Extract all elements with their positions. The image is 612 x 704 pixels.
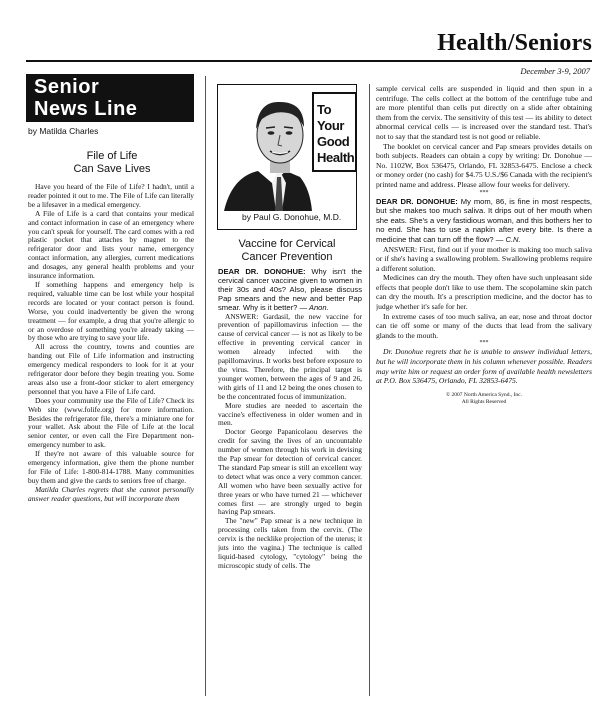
paragraph: The "new" Pap smear is a new technique in processing cells taken from the cervix. (The cervix is the necklike projection of the uterus; it juts into the vagina.) The technique is called liquid-based cytology, "cytology" being the microscopic study of cells. The: [218, 516, 362, 570]
tygh-column-1: [218, 268, 362, 700]
paragraph: If something happens and emergency help is required, valuable time can be lost while your hospital records are located or your contact person is found. Worse, you could inadvertently be given the wrong treatment — for example, a drug that you're allergic to or an overdose of something you're already taking — by those who are trying to save your life.: [28, 279, 194, 343]
paragraph: Have you heard of the File of Life? I hadn't, until a reader pointed it out to me. The File of Life can literally be a lifesaver in a medical emergency.: [28, 183, 194, 209]
logo-line-news-line: News Line: [34, 98, 138, 120]
paragraph: sample cervical cells are suspended in liquid and then spun in a centrifuge. The cells collect at the bottom of the centrifuge tube and are more plentiful than cells put directly on a slide after obtaining them from the cervix. The sensitivity of this test — its ability to detect abnormal cervical cells — is increased over the standard test. That's not to say that the standard test is not good or reliable.: [376, 84, 592, 141]
headline-line-1: Vaccine for Cervical: [238, 238, 336, 250]
letter-1-text: Why isn't the cervical cancer vaccine given to women in their 30s and 40s? Also, please discuss Pap smears and the new and better Pap smear. Why is it better? —: [218, 268, 362, 312]
headline-line-1: File of Life: [86, 150, 138, 162]
logo-line-to-your: To Your: [317, 102, 345, 133]
senior-news-line-byline: by Matilda Charles: [28, 126, 99, 136]
copyright: [376, 392, 592, 406]
letter-2-text: My mom, 86, is fine in most respects, but she makes too much saliva. It drips out of her mouth when she eats. She's a very fastidious woman, and this bothers her to no end. She has to use a napkin after every bite. Is there a medicine that can turn off the flow? —: [376, 196, 592, 244]
paragraph: Doctor George Papanicolaou deserves the credit for saving the lives of an uncountable number of women through his work in devising the Pap smear for detection of cervical cancer. The standard Pap smear is still an excellent way to detect what was once a very common cancer. All women who have been sexually active for three years or who have turned 21 — whichever comes first — are strongly urged to begin having Pap smears.: [218, 427, 362, 517]
letter-1-signature: Anon.: [307, 302, 329, 312]
paragraph: If they're not aware of this valuable source for emergency information, give them the phone number for File of Life: 1-800-814-1788. Many communities buy them and give the cards to seniors free of charge.: [28, 449, 194, 485]
headline-line-2: Can Save Lives: [73, 163, 151, 175]
letter-2-salutation: DEAR DR. DONOHUE:: [376, 196, 458, 206]
senior-article-body: [28, 183, 194, 701]
letter-1: [218, 268, 362, 313]
section-separator: ***: [479, 340, 489, 347]
section-separator: ***: [479, 189, 489, 196]
logo-line-senior: Senior: [34, 76, 100, 98]
paragraph: ANSWER: First, find out if your mother is making too much saliva or if she's having a swallowing problem. Swallowing problems require a different solution.: [376, 244, 592, 273]
letter-1-salutation: DEAR DR. DONOHUE:: [218, 268, 306, 276]
paragraph: Does your community use the File of Life? Check its Web site (www.folife.org) for more information. Besides the refrigerator file, there's a miniature one for your wallet. Ask about the File of Life at the local senior center, or even call the Fire Department non-emergency number to ask.: [28, 395, 194, 450]
letter-2-signature: C.N.: [503, 234, 521, 244]
paragraph: In extreme cases of too much saliva, an ear, nose and throat doctor can tie off some or many of the ducts that lead from the salivary glands to the mouth.: [376, 311, 592, 340]
tygh-column-2: [376, 84, 592, 701]
senior-news-line-logo: [26, 74, 194, 122]
masthead-rule: [26, 60, 592, 62]
column-divider: [205, 76, 206, 696]
senior-closing-note: Matilda Charles regrets that she cannot personally answer reader questions, but will incorporate them: [28, 484, 194, 503]
paragraph: A File of Life is a card that contains your medical and contact information in case of an emergency where you can't speak for yourself. The card comes with a red plastic pocket that attaches by magnet to the refrigerator door and lists your name, emergency contact information, any allergies, current medications and dosages, any general health problems and your insurance information.: [28, 208, 194, 281]
copyright-line-2: All Rights Reserved: [461, 398, 507, 405]
logo-line-health: Health: [317, 150, 355, 165]
column-divider: [369, 84, 370, 696]
paragraph: Medicines can dry the mouth. They often have such unpleasant side effects that people don't like to use them. The scopolamine skin patch can dry the mouth. It's a prescription medicine, and the doctor has to judge whether it's safe for her.: [376, 273, 592, 312]
paragraph: ANSWER: Gardasil, the new vaccine for prevention of papillomavirus infection — the cause of cervical cancer — is not as likely to be effective in preventing cervical cancer in women already infected with the papillomavirus. It works best before exposure to the virus. Therefore, the principal target is younger women, between the ages of 9 and 26, with girls of 11 and 12 being the ones chosen to be the concentrated focus of immunization.: [218, 311, 362, 401]
to-your-good-health-logo: [312, 92, 357, 172]
tygh-closing-note: Dr. Donohue regrets that he is unable to answer individual letters, but he will incorporate them in his column whenever possible. Readers may write him or request an order form of available health newsletters at P.O. Box 536475, Orlando, FL 32853-6475.: [376, 347, 592, 386]
copyright-line-1: © 2007 North America Synd., Inc.: [446, 391, 522, 398]
senior-article-headline: [26, 150, 198, 176]
paragraph: More studies are needed to ascertain the vaccine's effectiveness in older women and in men.: [218, 400, 362, 428]
headline-line-2: Cancer Prevention: [241, 251, 333, 263]
logo-line-good: Good: [317, 134, 350, 149]
paragraph: The booklet on cervical cancer and Pap smears provides details on both subjects. Readers can obtain a copy by writing: Dr. Donohue — No. 1102W, Box 536475, Orlando, FL 32853-6475. Enclose a check or money order (no cash) for $4.75 U.S./$6 Canada with the recipient's printed name and address. Please allow four weeks for delivery.: [376, 141, 592, 189]
letter-2: [376, 197, 592, 245]
tygh-byline: by Paul G. Donohue, M.D.: [242, 212, 342, 222]
paragraph: All across the country, towns and counties are handing out File of Life information and instructing emergency medical responders to look for it at your refrigerator door before they begin treating you. Some areas also use a front-door sticker to alert emergency personnel that you have a File of Life card.: [28, 342, 194, 396]
tygh-article-headline: [215, 238, 359, 264]
issue-date: December 3-9, 2007: [520, 66, 590, 76]
section-title: Health/Seniors: [437, 30, 592, 56]
